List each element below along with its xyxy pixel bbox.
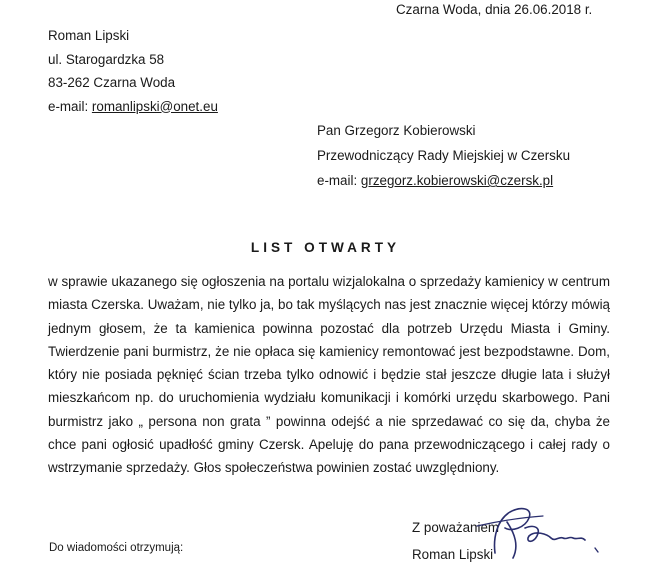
recipient-block bbox=[317, 118, 570, 193]
recipient-title: Przewodniczący Rady Miejskiej w Czersku bbox=[317, 148, 571, 163]
sender-street: ul. Starogardzka 58 bbox=[48, 51, 165, 67]
closing-name: Roman Lipski bbox=[412, 547, 494, 562]
sender-block bbox=[48, 24, 218, 118]
recipient-name: Pan Grzegorz Kobierowski bbox=[317, 123, 476, 138]
letter-date: Czarna Woda, dnia 26.06.2018 r. bbox=[396, 2, 593, 17]
recipient-email-line bbox=[317, 168, 570, 193]
letter-body: w sprawie ukazanego się ogłoszenia na portalu wizjalokalna o sprzedaży kamienicy w centrum miasta Czerska. Uważam, nie tylko ja, bo tak myślących nas jest znacznie więcej którzy mówią jednym głosem, że ta kamienica powinna pozostać dla potrzeb Urzędu Miasta i Gminy. Twierdzenie pani burmistrz, że nie opłaca się kamienicy remontować jest bezpodstawne. Dom, który nie posiada pęknięć ścian trzeba tylko odnowić i będzie stał jeszcze długie lata i służył mieszkańcom np. do uruchomienia wydziału komunikacji i komórki urzędu skarbowego. Pani burmistrz jako „ persona non grata ” powinna odejść a nie sprzedawać co się da, chyba że chce pani ogłosić upadłość gminy Czersk. Apeluję do pana przewodniczącego i całej rady o wstrzymanie sprzedaży. Głos społeczeństwa powinien zostać uwzględniony. bbox=[48, 274, 610, 476]
closing-greeting: Z poważaniem bbox=[412, 520, 500, 535]
handwritten-signature bbox=[455, 498, 605, 560]
recipient-email-link[interactable]: grzegorz.kobierowski@czersk.pl bbox=[360, 173, 554, 188]
cc-label: Do wiadomości otrzymują: bbox=[49, 542, 184, 554]
sender-email-line bbox=[48, 95, 218, 119]
sender-name: Roman Lipski bbox=[48, 28, 130, 43]
sender-city: 83-262 Czarna Woda bbox=[48, 75, 176, 90]
sender-email-label: e-mail: bbox=[48, 98, 92, 114]
sender-email-link[interactable]: romanlipski@onet.eu bbox=[91, 98, 218, 114]
letter-title: LIST OTWARTY bbox=[250, 240, 401, 255]
recipient-email-label: e-mail: bbox=[317, 173, 361, 188]
